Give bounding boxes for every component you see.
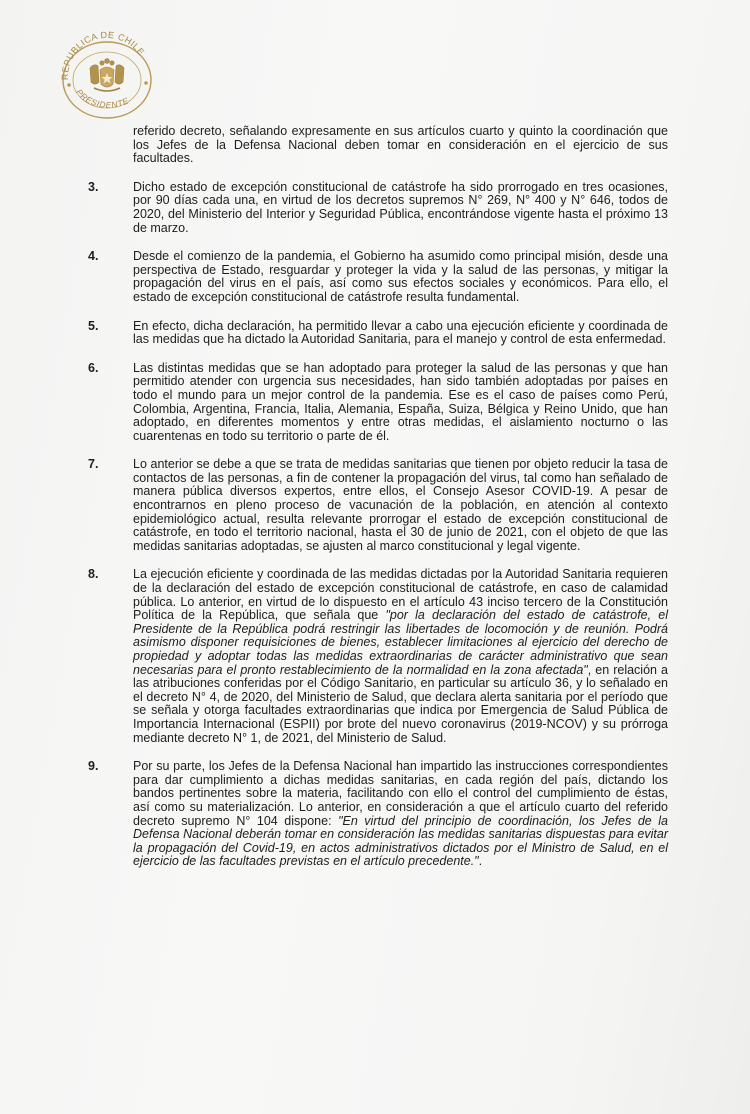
paragraph-text: Dicho estado de excepción constitucional de catástrofe ha sido prorrogado en tres ocasiones, por 90 días cada una, en virtud de los decretos supremos N° 269, N° 400 y N° 646, todos de 2020, del Ministerio del Interior y Seguridad Pública, encontrándose vigente hasta el próximo 13 de marzo. <box>133 179 668 235</box>
paragraph-number: 9. <box>88 759 99 774</box>
paragraph-text <box>133 760 668 869</box>
svg-text:PRESIDENTE: PRESIDENTE <box>74 87 131 110</box>
paragraph-4 <box>88 250 668 304</box>
paragraph-text <box>133 568 668 745</box>
paragraph-text: En efecto, dicha declaración, ha permitido llevar a cabo una ejecución eficiente y coordinada de las medidas que ha dictado la Autoridad Sanitaria, para el manejo y control de esta enfermedad. <box>133 318 668 347</box>
decree-quote: "En virtud del principio de coordinación, los Jefes de la Defensa Nacional deberán tomar en consideración las medidas sanitarias dispuestas para evitar la propagación del Covid-19, en actos administrativos dictados por el Ministro de Salud, en el ejercicio de las facultades previstas en el artículo precedente." <box>133 813 668 869</box>
paragraph-text-part: Por su parte, los Jefes de la Defensa Nacional han impartido las instrucciones correspondientes para dar cumplimiento a dichas medidas sanitarias, en cada región del país, dictando los bandos pertinentes sobre la materia, facilitando con ello el control del cumplimiento de éstas, así como su materialización. Lo anterior, en consideración a que el artículo cuarto del referido decreto supremo N° 104 dispone: <box>133 759 668 828</box>
paragraph-number: 8. <box>88 567 99 582</box>
paragraph-text-part: . <box>478 854 483 869</box>
paragraph-text: referido decreto, señalando expresamente en sus artículos cuarto y quinto la coordinación que los Jefes de la Defensa Nacional deben tomar en consideración en el ejercicio de sus facultades. <box>133 124 668 166</box>
paragraph-number: 4. <box>88 249 99 264</box>
paragraph-text-part: La ejecución eficiente y coordinada de las medidas dictadas por la Autoridad Sanitaria requieren de la declaración del estado de excepción constitucional de catástrofe, en caso de calamidad pública. Lo anterior, en virtud de lo dispuesto en el artículo 43 inciso tercero de la Constitución Política de la República, que señala que <box>133 567 668 623</box>
paragraph-7 <box>88 458 668 553</box>
paragraph-text: Lo anterior se debe a que se trata de medidas sanitarias que tienen por objeto reducir la tasa de contactos de las personas, a fin de contener la propagación del virus, tal como han señalado de manera pública diversos expertos, entre ellos, el Consejo Asesor COVID-19. A pesar de encontrarnos en pleno proceso de vacunación de la población, en atención al contexto epidemiológico actual, resulta relevante prorrogar el estado de excepción constitucional de catástrofe, en todo el territorio nacional, hasta el 30 de junio de 2021, con el objeto de que las medidas sanitarias adoptadas, se ajusten al marco constitucional y legal vigente. <box>133 457 668 553</box>
paragraph-continuation <box>88 125 668 166</box>
paragraph-3 <box>88 181 668 235</box>
paragraph-9 <box>88 760 668 869</box>
paragraph-6 <box>88 362 668 444</box>
paragraph-text: Las distintas medidas que se han adoptado para proteger la salud de las personas y que han permitido atender con urgencia sus necesidades, han sido también adoptadas por países en todo el mundo para un mejor control de la pandemia. Ese es el caso de países como Perú, Colombia, Argentina, Francia, Italia, Alemania, España, Suiza, Bélgica y Reino Unido, que han adoptado, en diferentes momentos y entre otras medidas, el aislamiento nocturno o las cuarentenas en todo su territorio o parte de él. <box>133 360 668 443</box>
paragraph-number: 6. <box>88 360 99 375</box>
paragraph-5 <box>88 320 668 347</box>
paragraph-text: Desde el comienzo de la pandemia, el Gobierno ha asumido como principal misión, desde una perspectiva de Estado, resguardar y proteger la vida y la salud de las personas, y mitigar la propagación del virus en el país, así como sus efectos sociales y económicos. Para ello, el estado de excepción constitucional de catástrofe resulta fundamental. <box>133 249 668 304</box>
paragraph-number: 5. <box>88 318 99 333</box>
document-body <box>88 125 668 869</box>
paragraph-number: 3. <box>88 179 99 194</box>
constitution-quote: "por la declaración del estado de catástrofe, el Presidente de la República podrá restringir las libertades de locomoción y de reunión. Podrá asimismo disponer requisiciones de bienes, establecer limitaciones al ejercicio del derecho de propiedad y adoptar todas las medidas extraordinarias de carácter administrativo que sean necesarias para el pronto restablecimiento de la normalidad en la zona afectada" <box>133 608 668 677</box>
paragraph-8 <box>88 568 668 745</box>
paragraph-number: 7. <box>88 457 99 472</box>
svg-text:REPUBLICA DE CHILE: REPUBLICA DE CHILE <box>59 30 147 81</box>
presidential-seal-logo <box>50 30 162 124</box>
paragraph-text-part: , en relación a las atribuciones conferidas por el Código Sanitario, en particular su artículo 36, y lo señalado en el decreto N° 4, de 2020, del Ministerio de Salud, que declara alerta sanitaria por el período que se señala y otorga facultades extraordinarias que indica por Emergencia de Salud Pública de Importancia Internacional (ESPII) por brote del nuevo coronavirus (2019-NCOV) y su prórroga mediante decreto N° 1, de 2021, del Ministerio de Salud. <box>133 662 668 745</box>
